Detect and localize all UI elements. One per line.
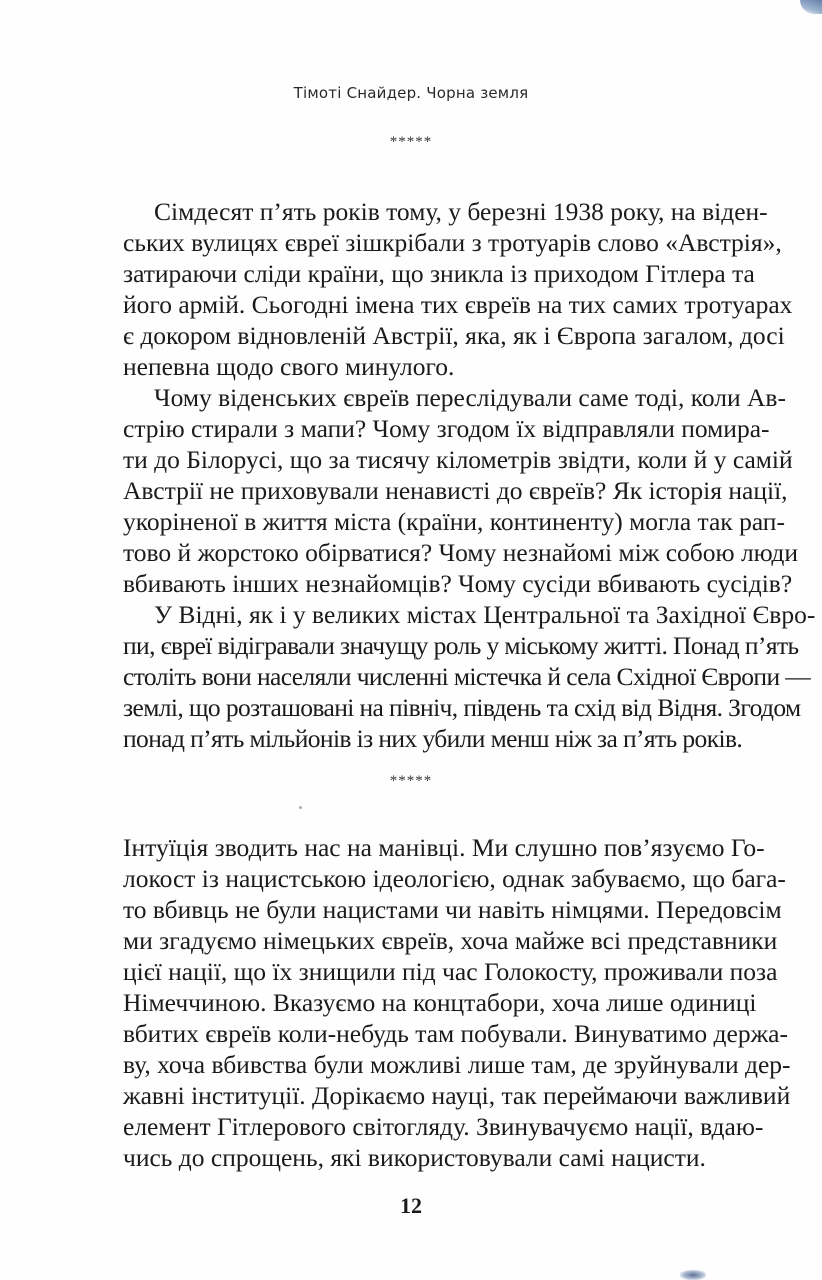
text-line: укоріненої в життя міста (країни, континенту) могла так рап-	[123, 507, 785, 536]
text-line: У Відні, як і у великих містах Центральної та Західної Євро-	[154, 600, 816, 629]
text-line: цієї нації, що їх знищили під час Голокосту, проживали поза	[123, 957, 778, 986]
text-line: пи, євреї відігравали значущу роль у міському житті. Понад п’ять	[123, 631, 799, 660]
scan-artifact-bottom	[680, 1270, 706, 1280]
text-line: понад п’ять мільйонів із них убили менш ніж за п’ять років.	[123, 724, 743, 753]
text-line: чись до спрощень, які використовували самі нацисти.	[123, 1143, 706, 1172]
text-line: Австрії не приховували ненависті до євреїв? Як історія нації,	[123, 476, 788, 505]
text-line: століть вони населяли численні містечка й села Східної Європи —	[123, 662, 811, 691]
text-line: землі, що розташовані на північ, південь та схід від Відня. Згодом	[123, 693, 801, 722]
text-line: Інтуїція зводить нас на манівці. Ми слушно пов’язуємо Го-	[123, 833, 765, 862]
text-line: то вбивць не були нацистами чи навіть німцями. Передовсім	[123, 895, 782, 924]
text-line: Чому віденських євреїв переслідували саме тоді, коли Ав-	[154, 383, 786, 412]
scan-artifact-top-right	[800, 0, 822, 14]
text-line: жавні інституції. Дорікаємо науці, так переймаючи важливий	[123, 1081, 791, 1110]
text-line: вбивають інших незнайомців? Чому сусіди вбивають сусідів?	[123, 569, 793, 598]
text-line: вбитих євреїв коли-небудь там побували. Винуватимо держа-	[123, 1019, 788, 1048]
text-line: є докором відновленій Австрії, яка, як і Європа загалом, досі	[123, 321, 785, 350]
text-line: ву, хоча вбивства були можливі лише там, де зруйнували дер-	[123, 1050, 791, 1079]
text-line: затираючи сліди країни, що зникла із приходом Гітлера та	[123, 259, 755, 288]
text-line: непевна щодо свого минулого.	[123, 352, 455, 381]
text-line: елемент Гітлерового світогляду. Звинувачуємо нації, вдаю-	[123, 1112, 764, 1141]
scan-speck	[299, 806, 302, 809]
running-head: Тімоті Снайдер. Чорна земля	[293, 84, 529, 102]
page-number: 12	[400, 1193, 422, 1218]
text-line: ти до Білорусі, що за тисячу кілометрів звідти, коли й у самій	[123, 445, 793, 474]
text-line: локост із нацистською ідеологією, однак забуваємо, що бага-	[123, 864, 786, 893]
text-line: стрію стирали з мапи? Чому згодом їх відправляли помира-	[123, 414, 770, 443]
text-line: ми згадуємо німецьких євреїв, хоча майже всі представники	[123, 926, 778, 955]
text-line: тово й жорстоко обірватися? Чому незнайомі між собою люди	[123, 538, 799, 567]
text-line: його армій. Сьогодні імена тих євреїв на тих самих тротуарах	[123, 290, 793, 319]
section-separator-1: *****	[389, 134, 433, 150]
text-line: Німеччиною. Вказуємо на концтабори, хоча лише одиниці	[123, 988, 757, 1017]
text-line: Сімдесят п’ять років тому, у березні 1938 року, на віден-	[154, 197, 768, 226]
text-line: ських вулицях євреї зішкрібали з тротуарів слово «Австрія»,	[123, 228, 782, 257]
section-separator-2: *****	[389, 773, 433, 789]
